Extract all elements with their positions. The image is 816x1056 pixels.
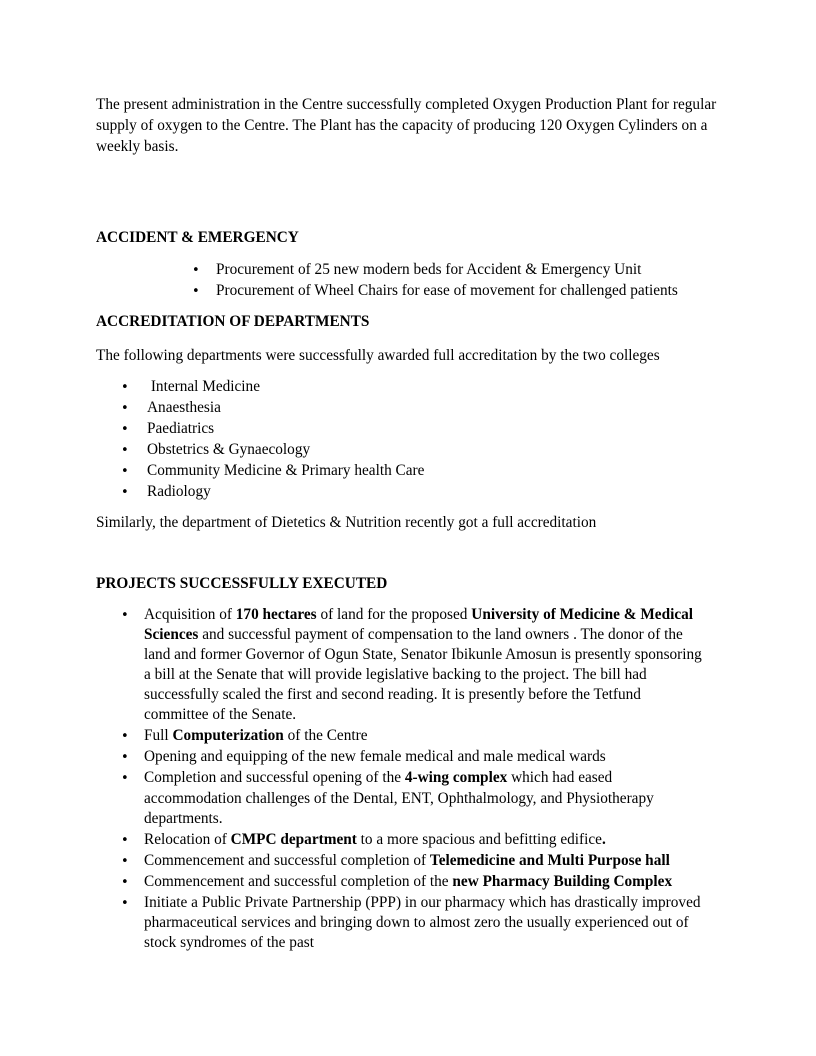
list-item — [192, 281, 678, 302]
projects-heading: PROJECTS SUCCESSFULLY EXECUTED — [96, 575, 388, 592]
bullet-icon — [121, 830, 133, 851]
bullet-icon — [121, 872, 133, 893]
oxygen-plant-paragraph: The present administration in the Centre successfully completed Oxygen Production Plant for regular supply of oxygen to the Centre. The Plant has the capacity of producing 120 Oxygen Cylinders on a weekly basis. — [96, 96, 717, 155]
bullet-icon — [121, 893, 133, 914]
list-item — [121, 419, 424, 440]
bullet-icon — [121, 768, 133, 789]
list-item: • Acquisition of 170 hectares of land for the proposed University of Medicine & Medical Sciences and successful payment of compensation to the land owners . The donor of the land and former Governor of Ogun State, Senator Ibikunle Amosun is presently sponsoring a bill at the Senate that will provide legislative backing to the project. The bill had successfully scaled the first and second reading. It is presently before the Tetfund committee of the Senate. — [121, 605, 706, 726]
list-item: • Commencement and successful completion of Telemedicine and Multi Purpose hall — [121, 851, 706, 871]
list-item-text: Community Medicine & Primary health Care — [147, 462, 425, 479]
bullet-icon — [121, 461, 133, 482]
bullet-icon — [192, 281, 204, 302]
bullet-icon — [121, 605, 133, 626]
list-item-text: Obstetrics & Gynaecology — [147, 441, 311, 458]
list-item — [121, 377, 424, 398]
list-item: • Commencement and successful completion of the new Pharmacy Building Complex — [121, 872, 706, 892]
accreditation-heading: ACCREDITATION OF DEPARTMENTS — [96, 313, 370, 330]
list-item: • Relocation of CMPC department to a more spacious and befitting edifice. — [121, 830, 706, 850]
bullet-icon — [121, 377, 133, 398]
bullet-icon — [121, 726, 133, 747]
dietetics-accreditation-paragraph: Similarly, the department of Dietetics & Nutrition recently got a full accreditation — [96, 514, 597, 531]
bullet-icon — [121, 851, 133, 872]
projects-list — [121, 605, 706, 954]
list-item-text: Procurement of Wheel Chairs for ease of movement for challenged patients — [216, 282, 678, 299]
bullet-icon — [121, 419, 133, 440]
list-item: • Initiate a Public Private Partnership (PPP) in our pharmacy which has drastically improved pharmaceutical services and bringing down to almost zero the usually experienced out of stock syndromes of the past — [121, 893, 706, 953]
list-item: • Full Computerization of the Centre — [121, 726, 706, 746]
list-item — [121, 398, 424, 419]
accredited-departments-list — [121, 377, 424, 503]
bullet-icon — [121, 747, 133, 768]
accident-emergency-heading: ACCIDENT & EMERGENCY — [96, 229, 299, 246]
list-item: • Opening and equipping of the new female medical and male medical wards — [121, 747, 706, 767]
list-item-text: Paediatrics — [147, 420, 215, 437]
accreditation-intro: The following departments were successfully awarded full accreditation by the two colleges — [96, 347, 660, 364]
bullet-icon — [192, 260, 204, 281]
list-item — [121, 440, 424, 461]
list-item — [192, 260, 678, 281]
list-item — [121, 482, 424, 503]
list-item-text: Radiology — [147, 483, 211, 500]
list-item-text: Internal Medicine — [147, 378, 260, 395]
bullet-icon — [121, 398, 133, 419]
list-item — [121, 461, 424, 482]
list-item-text: Procurement of 25 new modern beds for Accident & Emergency Unit — [216, 261, 642, 278]
accident-emergency-list — [192, 260, 678, 302]
list-item: • Completion and successful opening of the 4-wing complex which had eased accommodation challenges of the Dental, ENT, Ophthalmology, and Physiotherapy departments. — [121, 768, 706, 828]
bullet-icon — [121, 440, 133, 461]
list-item-text: Anaesthesia — [147, 399, 221, 416]
bullet-icon — [121, 482, 133, 503]
